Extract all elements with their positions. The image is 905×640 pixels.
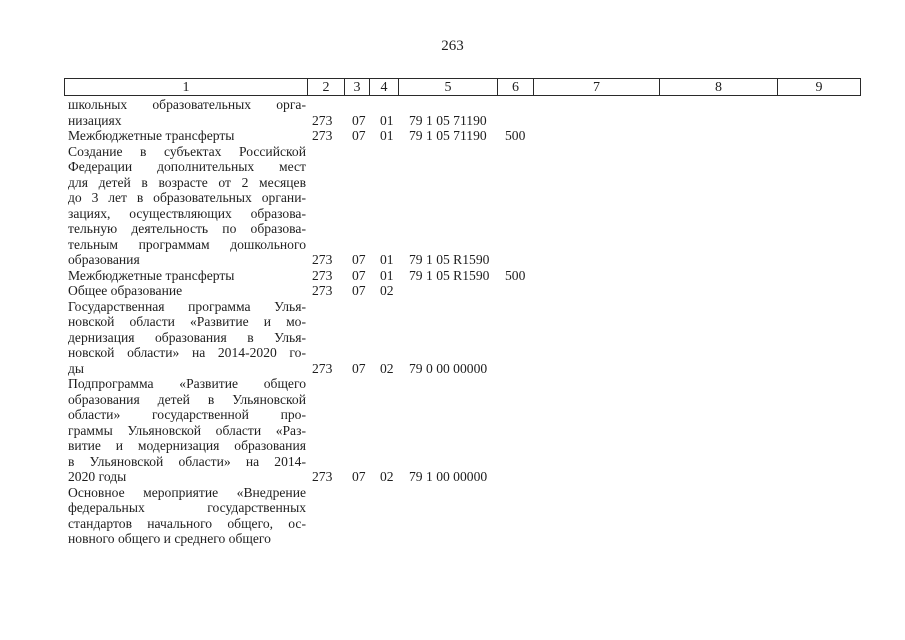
cell-c3: 07 (352, 112, 366, 128)
cell-c2: 273 (312, 360, 333, 376)
row-description-line: витие и модернизация образования (68, 438, 306, 453)
header-row (65, 79, 861, 96)
cell-c4: 01 (380, 112, 394, 128)
cell-c3: 07 (352, 128, 366, 143)
cell-c4: 01 (380, 128, 394, 143)
cell-c6: 500 (505, 128, 526, 143)
row-description-line: низациях (68, 112, 122, 128)
table-header (64, 78, 861, 96)
cell-c5: 79 1 05 71190 (409, 128, 487, 143)
cell-c5: 79 1 05 R1590 (409, 267, 490, 283)
row-description-line: дернизация образования в Улья- (68, 329, 306, 345)
header-col-4: 4 (370, 79, 399, 96)
header-col-3: 3 (345, 79, 370, 96)
row-description-line: области» государственной про- (68, 407, 306, 422)
cell-c5: 79 1 05 71190 (409, 112, 487, 128)
row-description-line: Государственная программа Улья- (68, 298, 306, 314)
row-description-line: тельным программам дошкольного (68, 236, 306, 252)
cell-c6: 500 (505, 267, 526, 283)
row-description-line: Федерации дополнительных мест (68, 159, 306, 174)
cell-c2: 273 (312, 283, 333, 298)
row-description-line: Межбюджетные трансферты (68, 267, 235, 283)
header-col-5: 5 (399, 79, 498, 96)
cell-c2: 273 (312, 112, 333, 128)
cell-c4: 01 (380, 252, 394, 267)
cell-c3: 07 (352, 252, 366, 267)
row-description-line: новской области «Развитие и мо- (68, 314, 306, 329)
cell-c2: 273 (312, 469, 333, 484)
header-col-2: 2 (308, 79, 345, 96)
cell-c5: 79 0 00 00000 (409, 360, 488, 376)
cell-c3: 07 (352, 267, 366, 283)
cell-c2: 273 (312, 252, 333, 267)
row-description-line: ды (68, 360, 85, 376)
cell-c4: 02 (380, 283, 394, 298)
cell-c3: 07 (352, 360, 366, 376)
cell-c3: 07 (352, 283, 366, 298)
header-col-8: 8 (660, 79, 778, 96)
row-description-line: образования (68, 252, 140, 267)
row-description-line: Основное мероприятие «Внедрение (68, 484, 306, 500)
cell-c2: 273 (312, 267, 333, 283)
row-description-line: Общее образование (68, 283, 183, 298)
row-description-line: федеральных государственных (68, 500, 306, 515)
header-col-1: 1 (65, 79, 308, 96)
row-description-line: тельную деятельность по образова- (68, 221, 306, 236)
cell-c4: 02 (380, 360, 394, 376)
row-description-line: школьных образовательных орга- (68, 97, 306, 112)
row-description-line: граммы Ульяновской области «Раз- (68, 422, 306, 438)
row-description-line: новного общего и среднего общего (68, 531, 271, 546)
row-description-line: Подпрограмма «Развитие общего (68, 376, 306, 391)
cell-c5: 79 1 05 R1590 (409, 252, 490, 267)
cell-c4: 02 (380, 469, 394, 484)
header-col-6: 6 (498, 79, 534, 96)
row-description-line: Межбюджетные трансферты (68, 128, 235, 143)
row-description-line: новской области» на 2014-2020 го- (68, 345, 306, 360)
cell-c4: 01 (380, 267, 394, 283)
row-description-line: стандартов начального общего, ос- (68, 515, 306, 531)
cell-c5: 79 1 00 00000 (409, 469, 488, 484)
header-col-9: 9 (778, 79, 861, 96)
cell-c3: 07 (352, 469, 366, 484)
row-description-line: в Ульяновской области» на 2014- (68, 453, 306, 469)
row-description-line: зациях, осуществляющих образова- (68, 205, 306, 221)
row-description-line: Создание в субъектах Российской (68, 143, 306, 159)
header-col-7: 7 (534, 79, 660, 96)
row-description-line: для детей в возрасте от 2 месяцев (68, 174, 306, 190)
row-description-line: 2020 годы (68, 469, 127, 484)
row-description-line: до 3 лет в образовательных органи- (68, 190, 306, 205)
row-description-line: образования детей в Ульяновской (68, 391, 306, 407)
page-number: 263 (441, 38, 464, 54)
cell-c2: 273 (312, 128, 333, 143)
